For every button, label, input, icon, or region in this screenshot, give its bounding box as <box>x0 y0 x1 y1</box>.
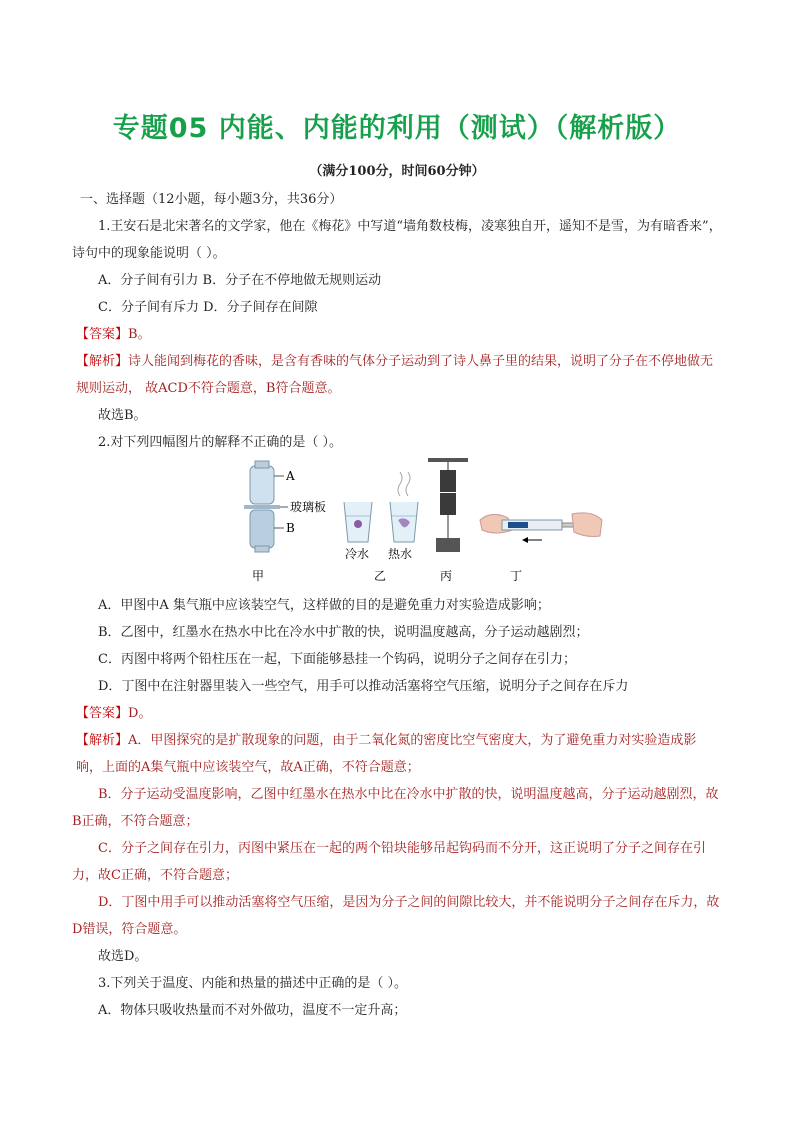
q1-options-ab: A．分子间有引力 B．分子在不停地做无规则运动 <box>98 273 382 288</box>
q1-conclusion: 故选B。 <box>98 408 147 423</box>
analysis-tag: 【解析】 <box>76 733 129 748</box>
q2-figure <box>72 458 722 588</box>
q3-stem: 3.下列关于温度、内能和热量的描述中正确的是（ ）。 <box>98 976 408 991</box>
caption-yi: 乙 <box>374 569 387 583</box>
q2-answer <box>72 700 722 727</box>
label-glass: 玻璃板 <box>290 500 327 514</box>
beakers-figure <box>344 472 418 583</box>
q2-analysis-a <box>72 727 722 781</box>
page-title: 专题05 内能、内能的利用（测试）（解析版） <box>112 113 682 144</box>
label-cold-water: 冷水 <box>345 547 370 561</box>
q2-option-a: A．甲图中A 集气瓶中应该装空气，这样做的目的是避免重力对实验造成影响； <box>98 598 550 613</box>
answer-tag: 【答案】 <box>76 327 129 342</box>
q1-analysis <box>72 348 722 402</box>
page-subtitle: （满分100分，时间60分钟） <box>309 164 485 179</box>
experiment-illustration <box>72 458 722 588</box>
q2-analysis-d: D．丁图中用手可以推动活塞将空气压缩，是因为分子之间的间隙比较大，并不能说明分子之间存在斥力，故D错误，符合题意。 <box>72 895 720 937</box>
document-body <box>72 186 722 1024</box>
q1-analysis-text: 诗人能闻到梅花的香味，是含有香味的气体分子运动到了诗人鼻子里的结果，说明了分子在不停地做无规则运动， 故ACD不符合题意，B符合题意。 <box>76 354 714 396</box>
q2-option-b: B．乙图中，红墨水在热水中比在冷水中扩散的快，说明温度越高，分子运动越剧烈； <box>98 625 589 640</box>
q2-option-c: C．丙图中将两个铅柱压在一起，下面能够悬挂一个钩码，说明分子之间存在引力； <box>98 652 576 667</box>
label-hot-water: 热水 <box>388 547 413 561</box>
q1-options-cd: C．分子间有斥力 D．分子间存在间隙 <box>98 300 318 315</box>
gas-jars-figure <box>244 461 326 583</box>
q2-conclusion: 故选D。 <box>98 949 148 964</box>
syringe-figure <box>480 513 602 583</box>
q1-answer-value: B。 <box>128 327 151 342</box>
q2-analysis-c: C．分子之间存在引力，丙图中紧压在一起的两个铅块能够吊起钩码而不分开，这正说明了分子之间存在引力，故C正确，不符合题意； <box>72 841 706 883</box>
q2-answer-value: D。 <box>128 706 152 721</box>
section-heading: 一、选择题（12小题，每小题3分，共36分） <box>80 192 343 207</box>
caption-bing: 丙 <box>440 569 453 583</box>
q2-stem: 2.对下列四幅图片的解释不正确的是（ ）。 <box>98 435 343 450</box>
q1-answer <box>72 321 722 348</box>
caption-jia: 甲 <box>252 569 265 583</box>
label-b: B <box>286 521 295 535</box>
q1-stem: 1.王安石是北宋著名的文学家，他在《梅花》中写道“墙角数枝梅，凌寒独自开，遥知不是雪，为有暗香来”，诗句中的现象能说明（ ）。 <box>72 219 722 261</box>
answer-tag: 【答案】 <box>76 706 129 721</box>
q3-option-a: A．物体只吸收热量而不对外做功，温度不一定升高； <box>98 1003 407 1018</box>
analysis-tag: 【解析】 <box>76 354 129 369</box>
label-a: A <box>286 469 295 483</box>
q2-analysis-b: B．分子运动受温度影响，乙图中红墨水在热水中比在冷水中扩散的快，说明温度越高，分子运动越剧烈，故B正确，不符合题意； <box>72 787 719 829</box>
caption-ding: 丁 <box>510 569 523 583</box>
q2-option-d: D．丁图中在注射器里装入一些空气，用手可以推动活塞将空气压缩，说明分子之间存在斥力 <box>98 679 629 694</box>
q2-analysis-a-text: A．甲图探究的是扩散现象的问题，由于二氧化氮的密度比空气密度大，为了避免重力对实验造成影响，上面的A集气瓶中应该装空气，故A正确，不符合题意； <box>76 733 697 775</box>
lead-cylinders-figure <box>428 458 468 583</box>
